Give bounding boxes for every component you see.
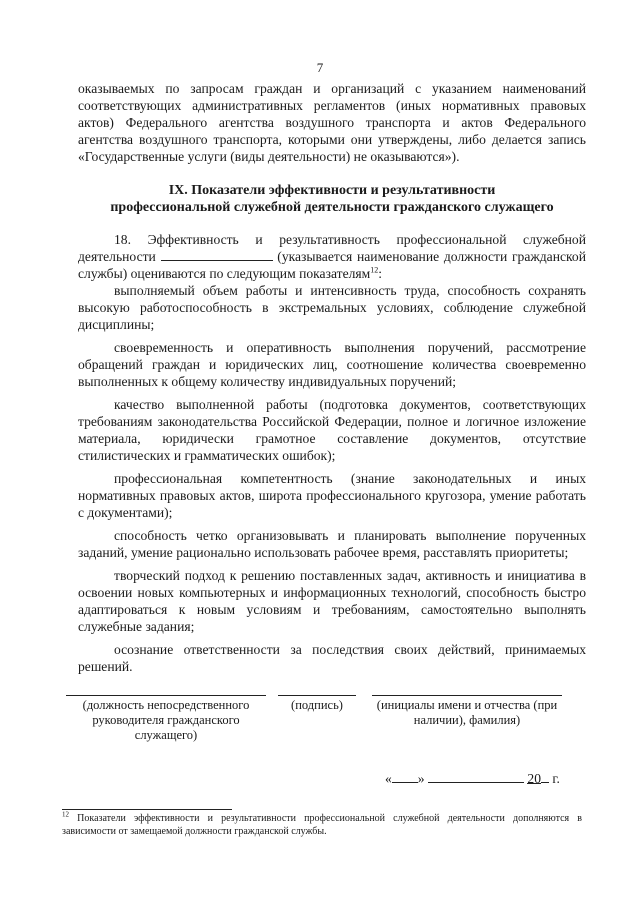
item-18-part-2: (указывается наименование должности гражданской службы) оцениваются по следующим показателям: [78, 249, 586, 281]
footnote-separator: [62, 809, 232, 810]
indicator-item: выполняемый объем работы и интенсивность труда, способность сохранять высокую работоспособность в экстремальных условиях, соблюдение служебной дисциплины;: [78, 283, 586, 332]
name-label: (инициалы имени и отчества (при наличии), фамилия): [376, 698, 558, 727]
position-signature-line: [66, 695, 266, 696]
page-number: 7: [316, 60, 324, 75]
section-heading-line-2: профессиональной служебной деятельности гражданского служащего: [110, 200, 554, 215]
position-blank-field: [161, 250, 273, 261]
date-line: [385, 770, 560, 787]
name-signature-line: [372, 695, 562, 696]
section-heading-line-1: IX. Показатели эффективности и результативности: [168, 183, 496, 198]
signature-line: [278, 695, 356, 696]
document-body: [78, 80, 586, 675]
signature-sign-block: [278, 695, 356, 713]
footnote-text: Показатели эффективности и результативности профессиональной служебной деятельности дополняются в зависимости от замещаемой должности гражданской службы.: [62, 813, 583, 837]
item-18-part-1: 18. Эффективность и результативность профессиональной служебной деятельности: [78, 232, 586, 264]
year-prefix: 20: [527, 771, 541, 786]
date-open-quote: «: [385, 771, 392, 786]
month-blank: [428, 770, 524, 783]
indicator-item: осознание ответственности за последствия своих действий, принимаемых решений.: [78, 642, 586, 674]
footnote-number: 12: [62, 810, 69, 819]
position-label: (должность непосредственного руководителя гражданского служащего): [82, 698, 250, 742]
signature-position-block: [66, 695, 266, 743]
footnote-ref: 12: [370, 265, 379, 275]
indicator-item: качество выполненной работы (подготовка документов, соответствующих требованиям законодательства Российской Федерации, полное и логичное изложение материала, юридически грамотное составление документов, отсутствие стилистических и грамматических ошибок);: [78, 397, 586, 463]
year-suffix: г.: [552, 771, 560, 786]
indicator-item: своевременность и оперативность выполнения поручений, рассмотрение обращений граждан и юридических лиц, соотношение количества своевременно выполненных к общему количеству индивидуальных поручений;: [78, 340, 586, 389]
year-blank: [541, 770, 549, 783]
indicator-item: профессиональная компетентность (знание законодательных и иных нормативных правовых актов, широта профессионального кругозора, умение работать с документами);: [78, 471, 586, 520]
indicator-item: способность четко организовывать и планировать выполнение порученных заданий, умение рационально использовать рабочее время, расставлять приоритеты;: [78, 528, 586, 560]
indicator-item: творческий подход к решению поставленных задач, активность и инициатива в освоении новых компьютерных и информационных технологий, способность быстро адаптироваться к новым условиям и требованиям, самостоятельно выполнять служебные задания;: [78, 568, 586, 634]
item-18-paragraph: [78, 231, 586, 282]
section-heading: [78, 182, 586, 216]
date-close-quote: »: [417, 771, 425, 786]
intro-paragraph: оказываемых по запросам граждан и организаций с указанием наименований соответствующих административных регламентов (иных нормативных правовых актов) Федерального агентства воздушного транспорта и актов Федерального агентства воздушного транспорта, которыми они утверждены, либо делается запись «Государственные услуги (виды деятельности) не оказываются»).: [78, 81, 586, 164]
footnote: [62, 810, 583, 838]
signature-label: (подпись): [291, 698, 343, 712]
day-blank: [392, 770, 418, 783]
signature-name-block: [372, 695, 562, 728]
item-18-colon: :: [378, 266, 383, 281]
